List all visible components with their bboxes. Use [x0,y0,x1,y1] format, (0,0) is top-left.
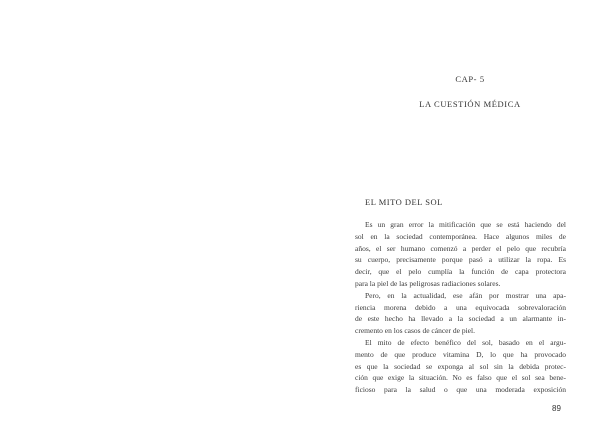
text-line: años, el ser humano comenzó a perder el pelo que recubría [355,243,566,253]
body-text [355,219,566,396]
text-line: ficioso para la salud o que una moderada exposición [355,385,566,395]
text-line: su cuerpo, precisamente porque pasó a utilizar la ropa. Es [355,255,566,265]
chapter-title: LA CUESTIÓN MÉDICA [419,99,521,109]
text-line: Pero, en la actualidad, ese afán por mostrar una apa- [365,290,566,300]
text-line: es que la sociedad se exponga al sol sin la debida protec- [355,361,566,371]
text-line: decir, que el pelo cumplía la función de capa protectora [355,267,566,277]
text-line: cremento en los casos de cáncer de piel. [355,326,475,336]
section-title: EL MITO DEL SOL [365,197,443,207]
text-line: sol en la sociedad contemporánea. Hace algunos miles de [355,231,566,241]
page-number: 89 [552,404,561,413]
text-line: Es un gran error la mitificación que se está haciendo del [365,220,566,229]
text-line: de este hecho ha llevado a la sociedad a un alarmante in- [355,314,566,324]
text-line: para la piel de las peligrosas radiaciones solares. [355,278,501,288]
chapter-number: CAP- 5 [455,74,485,84]
text-line: ción que exige la situación. No es falso que el sol sea bene- [355,373,566,383]
text-line: riencia morena debido a una equivocada sobrevaloración [355,302,566,312]
text-line: El mito de efecto benéfico del sol, basado en el argu- [365,337,566,347]
text-line: mento de que produce vitamina D, lo que ha provocado [355,349,566,359]
